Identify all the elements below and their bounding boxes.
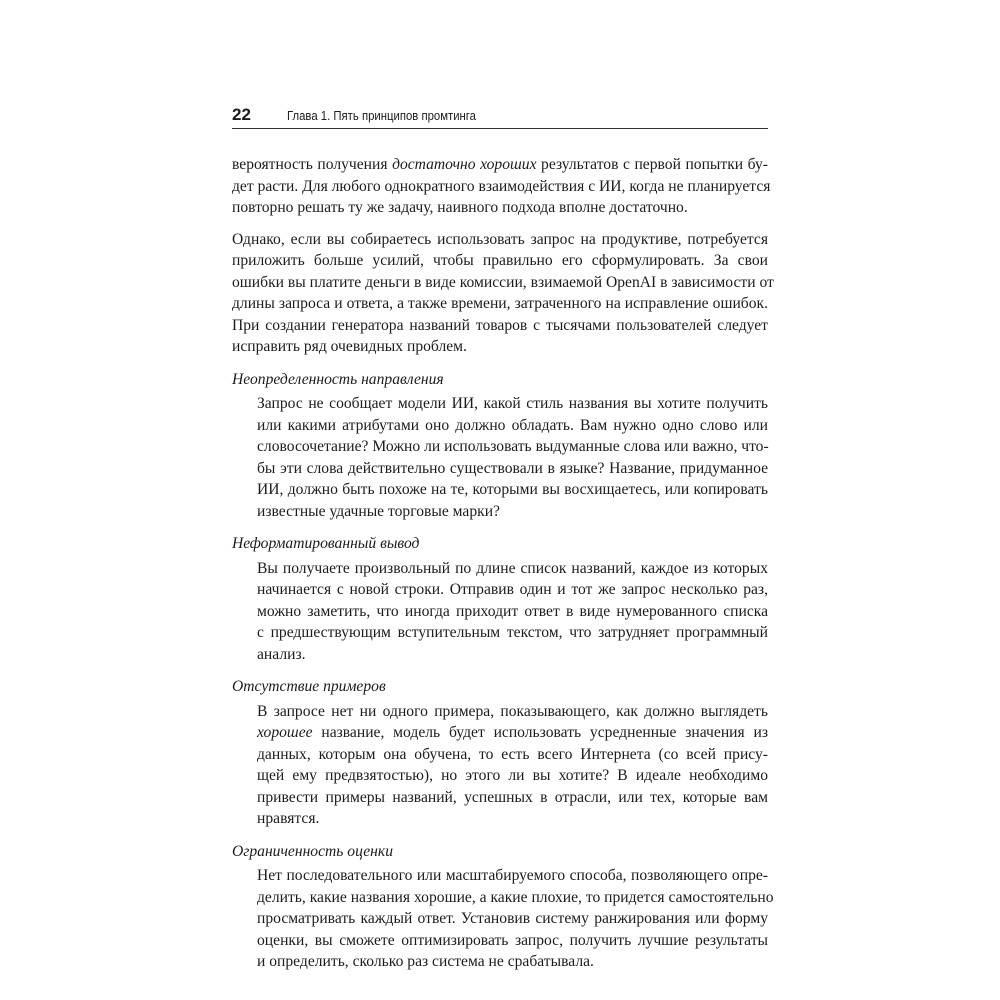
text-run: нравятся. [257,810,320,827]
definition-description [232,865,774,973]
text-line [257,865,768,887]
text-run: словосочетание? Можно ли использовать выдуманные слова или важно, что- [257,438,769,455]
text-run: просматривать каждый ответ. Установив систему ранжирования или форму [257,910,768,927]
text-line [232,176,771,198]
text-line [232,197,768,219]
text-line [257,601,768,623]
text-line [257,808,768,830]
text-run: название, модель будет использовать усредненные значения из [312,724,768,741]
text-run: При создании генератора названий товаров с тысячами пользователей следует [232,316,768,334]
text-run: вероятность получения [232,156,393,173]
text-line [257,951,768,973]
text-line [257,436,768,458]
text-run: приложить больше усилий, чтобы правильно его сформулировать. За свои [232,252,768,269]
text-line [257,644,768,666]
text-line [257,393,768,415]
text-line [257,908,768,930]
text-run: начинается с новой строки. Отправив один и тот же запрос несколько раз, [257,581,768,598]
text-line [232,154,768,176]
text-run: привести примеры названий, успешных в отрасли, или тех, которые вам [257,788,768,806]
text-line [257,787,768,809]
text-run: оценки, вы сможете оптимизировать запрос, получить лучшие результаты [257,931,768,949]
definition-description [232,701,768,830]
text-run: дет расти. Для любого однократного взаимодействия с ИИ, когда не планируется [232,177,771,195]
definition-term: Отсутствие примеров [232,678,386,695]
text-run: известные удачные торговые марки? [257,502,500,520]
text-run: Вы получаете произвольный по длине список названий, каждое из которых [257,559,768,577]
text-run: можно заметить, что иногда приходит ответ в виде нумерованного списка [257,602,768,620]
chapter-title: Глава 1. Пять принципов промтинга [287,108,476,123]
text-run: с предшествующим вступительным текстом, что затрудняет программный [257,624,768,641]
text-run: и определить, сколько раз система не срабатывала. [257,953,594,970]
text-run: или какими атрибутами оно должно обладать. Вам нужно одно слово или [257,416,768,434]
emphasis: достаточно хороших [392,156,537,173]
text-line [257,887,774,909]
text-line [232,293,768,315]
text-line [257,930,768,952]
emphasis: хорошее [257,724,313,741]
definition-item [232,533,768,665]
text-line [257,701,768,723]
text-line [232,272,774,294]
page-number: 22 [232,105,251,124]
text-line [257,415,768,437]
text-run: Запрос не сообщает модели ИИ, какой стиль названия вы хотите получить [257,395,768,412]
definition-term: Неопределенность направления [232,370,444,388]
text-run: анализ. [257,645,306,663]
definition-term: Неформатированный вывод [232,535,420,552]
body-paragraph [232,229,774,358]
text-line [232,336,768,358]
text-line [257,501,768,523]
definition-item [232,369,768,523]
text-line [257,622,768,644]
text-line [232,229,768,251]
definition-description [232,393,768,522]
text-run: В запросе нет ни одного примера, показывающего, как должно выглядеть [257,702,768,720]
definition-item [232,841,774,973]
text-line [232,250,768,272]
body-paragraph [232,154,771,219]
text-line [232,315,768,337]
text-run: длины запроса и ответа, а также времени, затраченного на исправление ошибок. [232,295,768,312]
text-run: делить, какие названия хорошие, а какие плохие, то придется самостоятельно [257,888,774,906]
text-run: повторно решать ту же задачу, наивного подхода вполне достаточно. [232,199,688,216]
text-line [257,458,768,480]
definition-term: Ограниченность оценки [232,842,394,860]
text-line [257,744,768,766]
text-line [257,558,768,580]
text-run: результатов с первой попытки бу- [536,156,769,173]
page-body [232,154,774,973]
text-run: Однако, если вы собираетесь использовать запрос на продуктиве, потребуется [232,230,768,248]
text-run: бы эти слова действительно существовали в языке? Название, придуманное [257,459,768,477]
text-line [257,579,768,601]
definition-description [232,558,768,666]
text-run: исправить ряд очевидных проблем. [232,338,467,355]
text-run: ИИ, должно быть похоже на те, которыми вы восхищаетесь, или копировать [257,481,768,498]
definition-item [232,676,768,830]
text-run: данных, которым она обучена, то есть всего Интернета (со всей прису- [257,745,768,763]
text-line [257,765,768,787]
text-run: щей ему предвзятостью), но этого ли вы хотите? В идеале необходимо [257,767,768,784]
text-run: Нет последовательного или масштабируемого способа, позволяющего опре- [257,867,768,884]
text-run: ошибки вы платите деньги в виде комиссии, взимаемой OpenAI в зависимости от [232,273,774,291]
text-line [257,722,768,744]
running-head [232,104,768,129]
text-line [257,479,768,501]
